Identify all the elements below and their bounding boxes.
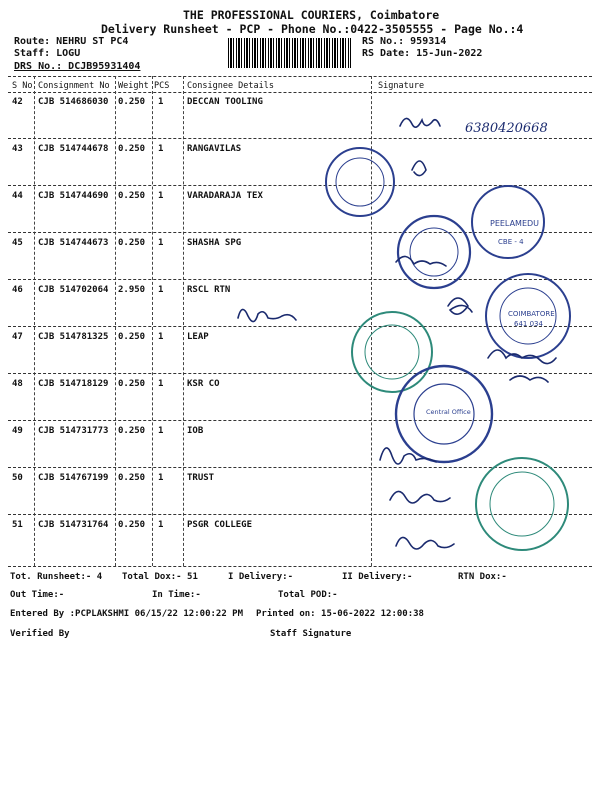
col-consignment: Consignment No	[38, 81, 110, 91]
cell-sno: 47	[12, 332, 23, 342]
cell-pcs: 1	[158, 97, 164, 107]
drs-number: DRS No.: DCJB95931404	[14, 61, 141, 72]
cell-sno: 42	[12, 97, 23, 107]
signature-45	[396, 256, 446, 266]
cell-sno: 45	[12, 238, 23, 248]
staff: Staff: LOGU	[14, 48, 81, 59]
cell-weight: 0.250	[118, 144, 146, 154]
entered-by: Entered By :PCPLAKSHMI 06/15/22 12:00:22 PM	[10, 609, 243, 619]
company-title: THE PROFESSIONAL COURIERS, Coimbatore	[183, 8, 440, 22]
handwritten-phone: 6380420668	[465, 121, 548, 136]
verified-by: Verified By	[10, 629, 70, 639]
cell-consignee: DECCAN TOOLING	[187, 97, 263, 107]
cell-consignee: RANGAVILAS	[187, 144, 242, 154]
cell-weight: 0.250	[118, 97, 146, 107]
cell-pcs: 1	[158, 520, 164, 530]
col-consignee: Consignee Details	[187, 81, 274, 91]
cell-consignee: TRUST	[187, 473, 215, 483]
route: Route: NEHRU ST PC4	[14, 36, 129, 47]
signature-46	[448, 298, 472, 314]
cell-consignment: CJB 514744678	[38, 144, 109, 154]
cell-weight: 0.250	[118, 520, 146, 530]
ksr-inner-text: Central Office	[426, 408, 471, 416]
cell-weight: 0.250	[118, 426, 146, 436]
cell-consignee: IOB	[187, 426, 204, 436]
out-time: Out Time:-	[10, 590, 65, 600]
cell-consignment: CJB 514767199	[38, 473, 109, 483]
signature-42	[400, 118, 440, 127]
cell-consignee: PSGR COLLEGE	[187, 520, 253, 530]
signature-50	[390, 491, 450, 503]
total-runsheet: Tot. Runsheet:- 4	[10, 572, 103, 582]
signature-49	[380, 448, 436, 464]
cell-consignment: CJB 514781325	[38, 332, 109, 342]
svg-text:CBE - 4: CBE - 4	[498, 238, 524, 246]
cell-consignment: CJB 514731773	[38, 426, 109, 436]
cell-weight: 0.250	[118, 332, 146, 342]
cell-consignee: VARADARAJA TEX	[187, 191, 263, 201]
cell-weight: 0.250	[118, 379, 146, 389]
cell-sno: 51	[12, 520, 23, 530]
cell-consignee: KSR CO	[187, 379, 220, 389]
cell-consignment: CJB 514744673	[38, 238, 109, 248]
svg-text:COIMBATORE: COIMBATORE	[508, 310, 555, 318]
ii-delivery: II Delivery:-	[342, 572, 413, 582]
cell-pcs: 1	[158, 238, 164, 248]
svg-text:PEELAMEDU: PEELAMEDU	[490, 219, 540, 228]
in-time: In Time:-	[152, 590, 201, 600]
cell-consignment: CJB 514686030	[38, 97, 109, 107]
rs-number: RS No.: 959314	[362, 36, 447, 47]
col-signature: Signature	[378, 81, 425, 91]
signature-43	[412, 161, 426, 176]
cell-consignment: CJB 514702064	[38, 285, 109, 295]
col-weight: Weight	[118, 81, 149, 91]
staff-signature: Staff Signature	[270, 629, 352, 639]
cell-consignment: CJB 514731764	[38, 520, 109, 530]
cell-sno: 44	[12, 191, 23, 201]
stamp-shasha	[398, 216, 470, 288]
stamp-leap	[352, 312, 432, 392]
i-delivery: I Delivery:-	[228, 572, 294, 582]
cell-sno: 43	[12, 144, 23, 154]
signature-51	[396, 537, 454, 549]
cell-pcs: 1	[158, 332, 164, 342]
cell-pcs: 1	[158, 379, 164, 389]
cell-pcs: 1	[158, 473, 164, 483]
signature-46-rtn	[238, 309, 296, 321]
rtn-dox: RTN Dox:-	[458, 572, 507, 582]
cell-consignment: CJB 514718129	[38, 379, 109, 389]
cell-consignee: SHASHA SPG	[187, 238, 242, 248]
total-pod: Total POD:-	[278, 590, 338, 600]
signature-47b	[510, 376, 548, 382]
cell-pcs: 1	[158, 144, 164, 154]
svg-text:641 034: 641 034	[514, 320, 543, 328]
cell-pcs: 1	[158, 285, 164, 295]
cell-pcs: 1	[158, 426, 164, 436]
col-sno: S No	[12, 81, 33, 91]
cell-consignment: CJB 514744690	[38, 191, 109, 201]
rs-date: RS Date: 15-Jun-2022	[362, 48, 483, 59]
cell-sno: 49	[12, 426, 23, 436]
cell-sno: 46	[12, 285, 23, 295]
printed-on: Printed on: 15-06-2022 12:00:38	[256, 609, 424, 619]
cell-consignee: RSCL RTN	[187, 285, 231, 295]
cell-weight: 0.250	[118, 473, 146, 483]
cell-consignee: LEAP	[187, 332, 209, 342]
cell-weight: 0.250	[118, 238, 146, 248]
cell-sno: 48	[12, 379, 23, 389]
cell-sno: 50	[12, 473, 23, 483]
col-pcs: PCS	[154, 81, 170, 91]
runsheet-title: Delivery Runsheet - PCP - Phone No.:0422-3505555 - Page No.:4	[101, 22, 524, 36]
total-dox: Total Dox:- 51	[122, 572, 198, 582]
cell-weight: 0.250	[118, 191, 146, 201]
cell-weight: 2.950	[118, 285, 146, 295]
cell-pcs: 1	[158, 191, 164, 201]
